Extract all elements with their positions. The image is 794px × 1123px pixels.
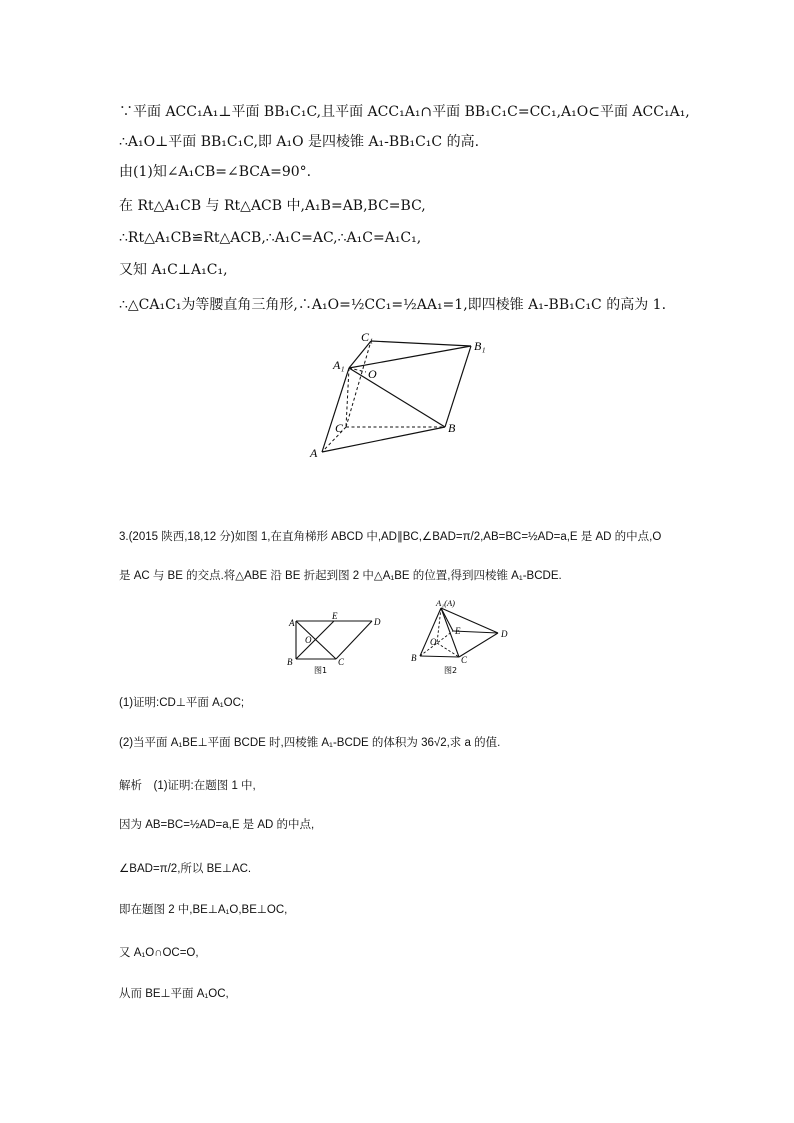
- proof-line-1: ∵平面 ACC₁A₁⊥平面 BB₁C₁C,且平面 ACC₁A₁∩平面 BB₁C₁C=CC₁,A₁O⊂平面 ACC₁A₁,: [119, 104, 690, 120]
- solution-line-2: 因为 AB=BC=½AD=a,E 是 AD 的中点,: [119, 819, 315, 831]
- proof-line-4: 在 Rt△A₁CB 与 Rt△ACB 中,A₁B=AB,BC=BC,: [119, 198, 426, 214]
- label-A1: A₁: [333, 358, 345, 372]
- trapezoid-figures: [280, 595, 520, 680]
- solution-line-4: 即在题图 2 中,BE⊥A₁O,BE⊥OC,: [119, 904, 288, 916]
- solution-line-3: ∠BAD=π/2,所以 BE⊥AC.: [119, 863, 252, 875]
- fig2-label-C: C: [461, 655, 468, 665]
- fig1-label-C: C: [338, 657, 345, 667]
- caption-fig1: 图1: [314, 666, 328, 675]
- fig1-label-E: E: [332, 611, 338, 621]
- fig2-label-E: E: [455, 626, 461, 636]
- fig1-label-D: D: [374, 617, 381, 627]
- solution-line-6: 从而 BE⊥平面 A₁OC,: [119, 988, 229, 1000]
- prism-figure: [300, 325, 510, 465]
- fig2-label-O: O: [430, 637, 437, 647]
- label-C: C: [335, 421, 344, 435]
- proof-line-5: ∴Rt△A₁CB≌Rt△ACB,∴A₁C=AC,∴A₁C=A₁C₁,: [119, 230, 422, 246]
- question-1: (1)证明:CD⊥平面 A₁OC;: [119, 697, 245, 709]
- label-B: B: [448, 421, 456, 435]
- label-B1: B₁: [474, 339, 486, 353]
- fig1-label-A: A: [289, 618, 295, 628]
- problem3-line1: 3.(2015 陕西,18,12 分)如图 1,在直角梯形 ABCD 中,AD∥BC,∠BAD=π/2,AB=BC=½AD=a,E 是 AD 的中点,O: [119, 531, 662, 543]
- caption-fig2: 图2: [444, 666, 458, 675]
- proof-line-7: ∴△CA₁C₁为等腰直角三角形,∴A₁O=½CC₁=½AA₁=1,即四棱锥 A₁-BB₁C₁C 的高为 1.: [119, 297, 667, 313]
- proof-line-3: 由(1)知∠A₁CB=∠BCA=90°.: [119, 164, 312, 180]
- proof-line-2: ∴A₁O⊥平面 BB₁C₁C,即 A₁O 是四棱锥 A₁-BB₁C₁C 的高.: [119, 134, 480, 150]
- proof-line-6: 又知 A₁C⊥A₁C₁,: [119, 262, 228, 278]
- fig2-label-D: D: [501, 629, 508, 639]
- fig2-label-A1: A₁(A): [436, 598, 456, 608]
- problem3-line2: 是 AC 与 BE 的交点.将△ABE 沿 BE 折起到图 2 中△A₁BE 的位置,得到四棱锥 A₁-BCDE.: [119, 570, 562, 582]
- fig1-label-B: B: [287, 657, 293, 667]
- label-C1: C₁: [361, 330, 374, 344]
- label-A: A: [310, 446, 318, 460]
- fig2-label-B: B: [411, 653, 417, 663]
- solution-line-5: 又 A₁O∩OC=O,: [119, 947, 199, 959]
- solution-line-1: 解析 (1)证明:在题图 1 中,: [119, 780, 256, 792]
- fig1-label-O: O: [305, 635, 312, 645]
- question-2: (2)当平面 A₁BE⊥平面 BCDE 时,四棱锥 A₁-BCDE 的体积为 36√2,求 a 的值.: [119, 737, 501, 749]
- label-O: O: [368, 367, 377, 381]
